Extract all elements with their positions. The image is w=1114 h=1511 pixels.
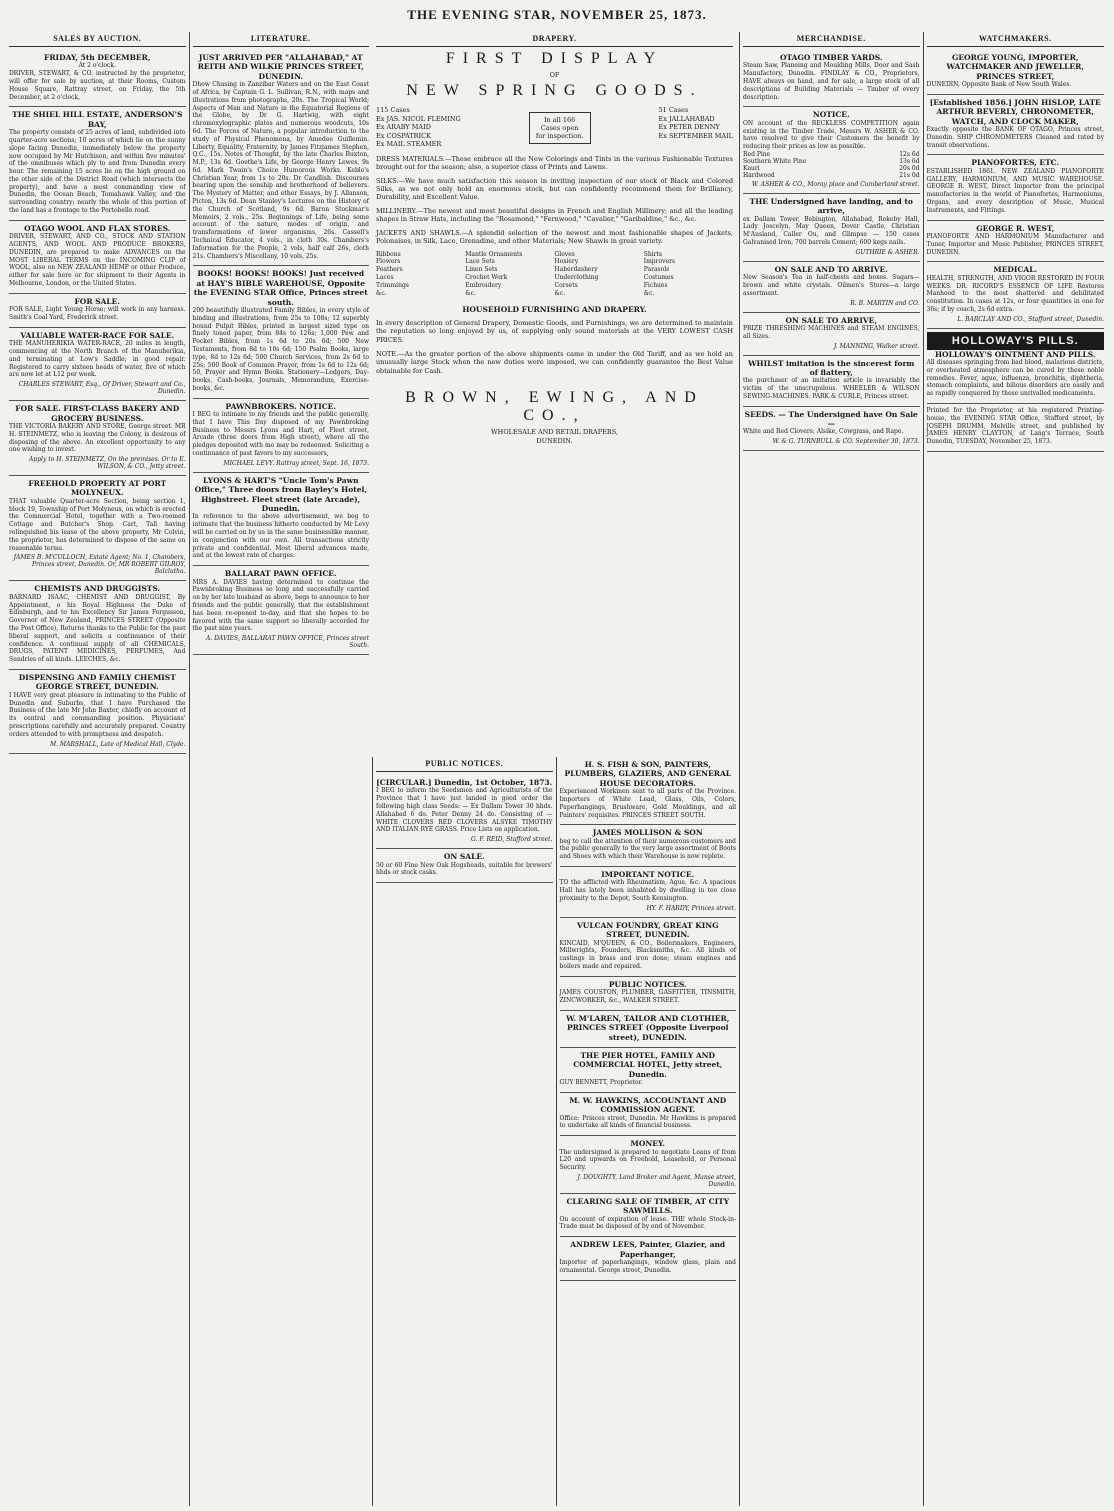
- ad-body: 50 or 60 Fine New Oak Hogsheads, suitable for brewers' hhds or stock casks.: [376, 861, 553, 877]
- ad-signature: L. BARCLAY AND CO., Stafford street, Dunedin.: [957, 315, 1104, 323]
- column-literature: [190, 32, 374, 1506]
- goods-item: Laces: [376, 273, 394, 281]
- ad-title: THE Undersigned have landing, and to arrive,: [749, 196, 913, 216]
- ad-body: New Season's Tea in half-chests and boxes. Sugars—brown and white crystals. Oilmen's Stores—a large assortment.: [743, 274, 920, 297]
- ad-body: In reference to the above advertisement, we beg to intimate that the business hitherto conducted by Mr Levy will be carried on by us in the same businesslike manner, in conjunction with our own. All transactions strictly private and confidential. Most liberal advances made, and at the lowest rate of charges.: [192, 513, 369, 560]
- ad-title: FOR SALE. FIRST-CLASS BAKERY AND GROCERY BUSINESS.: [15, 404, 180, 423]
- ad-body: On account of expiration of lease. THE whole Stock-in-Trade must be disposed of by end of November.: [559, 1215, 736, 1231]
- shipment-line: Ex ARABY MAID: [376, 123, 431, 132]
- ad-title: [CIRCULAR.] Dunedin, 1st October, 1873.: [376, 778, 553, 787]
- advertisement: [560, 1194, 737, 1237]
- ad-title: LYONS & HART'S "Uncle Tom's Pawn Office," Three doors from Bayley's Hotel, Highstreet. Fleet street (late Arcade), Dunedin.: [194, 475, 367, 513]
- ad-title: VALUABLE WATER-RACE FOR SALE.: [20, 330, 175, 340]
- goods-item: Costumes: [643, 273, 674, 281]
- advertisement: [560, 867, 737, 918]
- ad-body: TO the afflicted with Rheumatism, Ague, &c. A spacious Hall has lately been inhabited by dwelling in too close proximity to the Depot, South Kensington.: [559, 879, 736, 903]
- ad-title: CLEARING SALE OF TIMBER, AT CITY SAWMILLS.: [566, 1196, 730, 1216]
- goods-item: Mantle Ornaments: [465, 250, 523, 258]
- goods-item: Improvers: [643, 258, 676, 266]
- advertisement: [927, 95, 1105, 156]
- advertisement: [560, 1011, 737, 1048]
- shipment-line: 115 Cases: [376, 106, 410, 115]
- ad-title: H. S. FISH & SON, PAINTERS, PLUMBERS, GLAZIERS, AND GENERAL HOUSE DECORATORS.: [564, 760, 732, 788]
- ad-title: JAMES MOLLISON & SON: [592, 828, 703, 838]
- ad-title: MONEY.: [630, 1139, 665, 1149]
- household-text: In every description of General Drapery, Domestic Goods, and Furnishings, we are determined to maintain the reputation so long enjoyed by us, of supplying only sound materials at the VERY LOWEST CASH PRICES.: [376, 318, 733, 344]
- section-heading: MERCHANDISE.: [743, 32, 920, 47]
- firm-city: DUNEDIN.: [536, 436, 573, 445]
- ad-title: GEORGE YOUNG, IMPORTER, WATCHMAKER AND JEWELLER, PRINCES STREET,: [946, 53, 1084, 81]
- goods-item: Gloves: [554, 250, 575, 258]
- advertisement: [560, 1093, 737, 1136]
- ad-signature: GUTHRIE & ASHER.: [855, 248, 920, 256]
- advertisement: [927, 404, 1105, 452]
- ad-title: FOR SALE.: [74, 296, 121, 306]
- ad-signature: JAMES B. M'CULLOCH, Estate Agent; No. 1, Chambers, Princes street, Dunedin. Or, MR ROBERT GILROY, Balclutha.: [13, 554, 186, 576]
- advertisement: [9, 107, 186, 221]
- ad-body: Experienced Workmen sent to all parts of the Province. Importers of White Lead, Glass, Oils, Colors, Paperhangings, Brushware, Gold Mouldings, and all Painters' requisites. PRINCES STREET SOUTH.: [559, 788, 736, 819]
- advertisement: [560, 1237, 737, 1280]
- shipment-line: Ex SEPTEMBER MAIL: [658, 131, 733, 140]
- advertisement: [376, 775, 553, 849]
- goods-item: &c.: [554, 289, 566, 297]
- drapery-subtitle: NEW SPRING GOODS.: [406, 82, 703, 100]
- goods-item: Crochet Work: [465, 273, 508, 281]
- goods-item: &c.: [376, 289, 387, 297]
- ad-signature: Apply to H. STEINMETZ, On the premises. Or to E. WILSON, & CO., Jetty street.: [29, 456, 186, 471]
- ad-body: Steam Saw, Planeing and Moulding Mills, Door and Sash Manufactory, Dunedin. FINDLAY & CO., Proprietors, HAVE always on hand, and for sale, a large stock of all descriptions of Building Materials — Timber of every description.: [743, 62, 920, 101]
- ad-body: MRS A. DAVIES having determined to continue the Pawnbroking Business so long and successfully carried on by her late husband as above, begs to announce to her friends and the public generally, that the establishment has been re-opened to-day, and that she hopes to be favored with the same support so liberally accorded for the past nine years.: [192, 578, 369, 633]
- advertisement: [9, 50, 186, 107]
- ad-body: The property consists of 25 acres of land, subdivided into quarter-acre sections; 10 acres of which lie on the sunny slope facing Dunedin, immediately below the property now occupied by Mr Hutchison, and within five minutes' of the omnibuses which ply to and from Dunedin every hour. The remaining 15 acres lie on the high ground on the other side of the District Road (which intersects the property), and have a most commanding view of Dunedin, the Ocean Beach, Tomahawk Valley, and the surrounding country; nearly the whole of this portion of the land has a frontage to the Portobello road.: [9, 129, 186, 215]
- advertisement: [743, 50, 920, 107]
- goods-item: &c.: [643, 289, 655, 297]
- advertisement: [193, 566, 370, 655]
- advertisement: [193, 399, 370, 473]
- drapery-paragraph: SILKS.—We have much satisfaction this season in inviting inspection of our stock of Black and Colored Silks, as we not only hold an enormous stock, but can confidently recommend them for Brilliancy, Durability, and Excellent Value.: [376, 176, 733, 202]
- ad-body: THE VICTORIA BAKERY AND STORE, George street. MR H. STEINMETZ, who is leaving the Colony, is desirous of disposing of the above. An excellent opportunity to any one wishing to invest.: [9, 422, 186, 454]
- goods-item: Hosiery: [554, 258, 579, 266]
- ad-body: BARNARD ISAAC, CHEMIST AND DRUGGIST, By Appointment, o his Royal Highness the Duke of Edinburgh, and to his Excellency Sir James Fergusson, Governor of New Zealand, PRINCES STREET (Opposite the Post Office), Returns thanks to the Public for the past liberal support, and solicits a continuance of their confidence. A continual supply of all CHEMICALS, DRUGS, PATENT MEDICINES, PERFUMES, And Sundries of all kinds. LEECHES, &c.: [9, 593, 186, 664]
- ad-body: I BEG to inform the Seedsmen and Agriculturists of the Province that I have just landed in good order the following high class Seeds: — Ex Dallam Tower 30 hhds. Allahabad 6 do. Peter Denny 24 do. Consisting of — WHITE CLOVERS RED CLOVERS ALSYKE TIMOTHY AND ITALIAN RYE GRASS. Price Lists on application.: [376, 787, 553, 834]
- drapery-paragraph: JACKETS AND SHAWLS.—A splendid selection of the newest and most fashionable shapes of Jackets, Polonaises, in Silk, Lace, Grenadine, and other Materials; New Shawls in great variety.: [376, 228, 733, 246]
- price-item: Red Pine: [743, 150, 771, 158]
- ad-title: PAWNBROKERS. NOTICE.: [225, 401, 337, 411]
- ad-signature: G. F. REID, Stafford street.: [471, 836, 553, 844]
- ad-title: ON SALE AND TO ARRIVE.: [774, 264, 888, 274]
- advertisement: [743, 407, 920, 452]
- ad-title: DISPENSING AND FAMILY CHEMIST GEORGE STREET, DUNEDIN.: [18, 672, 176, 692]
- goods-item: Trimmings: [376, 281, 409, 289]
- section-heading: SALES BY AUCTION.: [9, 32, 186, 47]
- ad-body: KINCAID, M'QUEEN, & CO., Boilermakers, Engineers, Millwrights, Founders, Blacksmiths, &c. All kinds of castings in brass and iron done; steam engines and boilers made and repaired.: [559, 939, 736, 970]
- price-value: 12s 6d: [899, 150, 920, 158]
- advertisement: [560, 977, 737, 1011]
- ad-body: GUY BENNETT, Proprietor.: [559, 1079, 643, 1086]
- ad-body: I BEG to intimate to my friends and the public generally, that I have This Day disposed of my Pawnbroking Business to Messrs Lyons and Hart, of Fleet street, Arcade (three doors from High street), where all the pledges deposited with me may be redeemed. Soliciting a continuance of past favors to my successors,: [192, 411, 369, 458]
- shipment-line: Ex MAIL STEAMER: [376, 140, 442, 149]
- ad-signature: J. DOUGHTY, Land Broker and Agent, Manse street, Dunedin.: [577, 1173, 736, 1188]
- advertisement: [9, 401, 186, 476]
- column-sales-by-auction: [6, 32, 190, 1506]
- ad-signature: M. MARSHALL, Late of Medical Hall, Clyde.: [50, 740, 186, 748]
- shipment-line: Ex JAS. NICOL FLEMING: [376, 114, 461, 123]
- shipments: [376, 106, 733, 148]
- ad-body: Exactly opposite the BANK OF OTAGO, Princes street, Dunedin. SHIP CHRONOMETERS Cleaned and rated by transit observations.: [926, 126, 1104, 149]
- price-row: [743, 172, 920, 179]
- column-merchandise: [740, 32, 924, 1506]
- inspection-box: In all 166 Cases open for inspection.: [529, 112, 591, 144]
- goods-item: Feathers: [376, 266, 403, 274]
- ad-body: DRIVER, STEWART, AND CO., STOCK AND STATION AGENTS, AND WOOL AND PRODUCE BROKERS, DUNEDIN, are prepared to make ADVANCES on the MOST LIBERAL TERMS on the INCOMING CLIP of WOOL, also on NEW ZEALAND HEMP or other Produce, either for sale here or for shipment to their Agents in Melbourne, London, or the United States.: [9, 233, 186, 288]
- goods-item: Flowers: [376, 258, 401, 266]
- advertisement: [9, 581, 186, 670]
- ad-title: ANDREW LEES, Painter, Glazier, and Paperhanger,: [570, 1240, 726, 1259]
- advertisement: [927, 50, 1105, 95]
- ad-title: BALLARAT PAWN OFFICE.: [224, 569, 337, 579]
- ad-title: [Established 1856.] JOHN HISLOP, LATE ARTHUR BEVERLY, CHRONOMETER, WATCH, AND CLOCK MAKER,: [929, 97, 1101, 126]
- ad-body: THAT valuable Quarter-acre Section, being section 1, block 19, Township of Port Molyneux, on which is erected the Commercial Hotel, together with a Two-roomed Cottage and Butcher's Shop. Cart, Tall having relinquished his lease of the above property, Mr Colvin, the proprietor, has determined to dispose of the same on reasonable terms.: [9, 497, 186, 552]
- ad-title: OTAGO TIMBER YARDS.: [779, 53, 883, 62]
- ad-body: I HAVE very great pleasure in intimating to the Public of Dunedin and Suburbs, that I have Purchased the Business of the late Mr John Baxter, chiefly on account of its central and commanding position. Physicians' prescriptions carefully and accurately prepared. Country orders attended to with promptness and despatch.: [9, 691, 186, 738]
- household-heading: HOUSEHOLD FURNISHING AND DRAPERY.: [462, 305, 647, 315]
- advertisement: [9, 476, 186, 581]
- goods-item: &c.: [465, 289, 476, 297]
- section-heading: DRAPERY.: [376, 32, 733, 47]
- ad-body: ESTABLISHED 1861. NEW ZEALAND PIANOFORTE GALLERY, HARMONIUM, AND MUSIC WAREHOUSE. GEORGE R. WEST, Direct Importer from the principal manufactories in the world of Pianofortes, Harmoniums, Organs, and every description of Music, Musical Instruments, and Fittings.: [926, 167, 1104, 214]
- goods-item: Linen Sets: [465, 266, 498, 274]
- ad-title: WHILST imitation is the sincerest form of flattery,: [748, 358, 915, 377]
- col3b-ads: [376, 775, 553, 883]
- section-heading: PUBLIC NOTICES.: [376, 757, 553, 772]
- shipments-right: [659, 106, 734, 148]
- shipment-line: Ex JALLAHABAD: [658, 114, 715, 123]
- ad-signature: A. DAVIES, BALLARAT PAWN OFFICE, Princes street South.: [205, 635, 369, 650]
- drapery-of: OF: [549, 71, 560, 79]
- ad-title: FRIDAY, 5th DECEMBER,: [44, 53, 151, 62]
- ad-title: JUST ARRIVED PER "ALLAHABAD," AT REITH AND WILKIE PRINCES STREET, DUNEDIN.: [197, 53, 364, 81]
- note-text: NOTE.—As the greater portion of the above shipments came in under the Old Tariff, and as we hold an unusually large Stock when the new duties were imposed, we can confidently guarantee the Best Value obtainable for Cash.: [376, 350, 733, 375]
- advertisement: [9, 294, 186, 328]
- goods-item: Corsets: [554, 281, 578, 289]
- shipment-line: Ex COSPATRICK: [376, 131, 431, 140]
- advertisement: [743, 262, 920, 313]
- shipment-line: Ex PETER DENNY: [658, 123, 720, 132]
- advertisement: [193, 50, 370, 266]
- ad-signature: MICHAEL LEVY. Rattray street, Sept. 16, 1873.: [223, 459, 369, 467]
- advertisement: [193, 266, 370, 398]
- advertisement: [9, 328, 186, 401]
- goods-item: Embroidery: [465, 281, 502, 289]
- column-watchmakers: [924, 32, 1108, 1506]
- ad-body: DUNEDIN, Opposite Bank of New South Wales.: [926, 81, 1072, 89]
- advertisement: [560, 825, 737, 867]
- ad-body: the purchaser of an imitation article is invariably the victim of the unscrupulous. WHEELER & WILSON SEWING-MACHINES. PARK & CURLE, Princes street.: [743, 377, 920, 400]
- goods-item: Fichues: [643, 281, 668, 289]
- ad-body: Printed for the Proprietor, at his registered Printing-house, the EVENING STAR Office, Stafford street, by JOSEPH DRUMM, Melville street, and published by JAMES HENRY CLAYTON, of Lang's Terrace, South Dunedin, TUESDAY, November 25, 1873.: [926, 407, 1104, 446]
- ad-signature: HY. F. HARDY, Princes street.: [646, 904, 736, 912]
- goods-item: Lace Sets: [465, 258, 495, 266]
- ad-signature: CHARLES STEWART, Esq., Of Driver, Stewart and Co., Dunedin.: [18, 381, 186, 396]
- ad-body: 200 beautifully illustrated Family Bibles, in every style of binding and illustrations, from 25s to 108s; 12 superbly bound Pulpit Bibles, printed in largest sized type on finely toned paper, from 84s to 126s; 1,000 Pew and Pocket Bibles, from 1s 6d to 20s 6d; 500 New Testaments, from 8d to 10s 6d; 150 Psalm Books, large type, 8d to 12s 6d; 500 Church Services, from 2s 6d to 25s; 500 Book of Common Prayer, from 1s 6d to 12s 6d; 50, Prayer and Hymn Books. Stationery—Ledgers, Day-books, Cash-books, Journals, Memorandum, Exercise-books, &c.: [192, 306, 369, 392]
- goods-item: Parasols: [643, 266, 670, 274]
- section-heading: WATCHMAKERS.: [927, 32, 1105, 47]
- ad-title: OTAGO WOOL AND FLAX STORES.: [24, 223, 171, 233]
- ad-body: THE MANUHERIKIA WATER-RACE, 20 miles in length, commencing at the North Branch of the Manuherikia, and terminating at Low's Saddle; in good repair. Registered to carry sixteen heads of water, five of which are now let at L12 per week.: [9, 340, 186, 379]
- ad-title: THE PIER HOTEL, FAMILY AND COMMERCIAL HOTEL, Jetty street, Dunedin.: [573, 1050, 723, 1079]
- firm-subtitle: WHOLESALE AND RETAIL DRAPERS,: [490, 428, 619, 437]
- ad-title: IMPORTANT NOTICE.: [601, 870, 695, 880]
- advertisement: [927, 329, 1105, 404]
- advertisement: [560, 757, 737, 825]
- ad-title: ON SALE.: [443, 852, 485, 862]
- ad-title: NOTICE.: [812, 110, 850, 120]
- advertisement: [376, 849, 553, 883]
- ad-title: W. M'LAREN, TAILOR AND CLOTHIER, PRINCES STREET (Opposite Liverpool street), DUNEDIN.: [566, 1013, 730, 1042]
- advertisement: [560, 918, 737, 977]
- col5-ads: [743, 50, 920, 451]
- advertisement: [743, 107, 920, 194]
- section-heading: LITERATURE.: [193, 32, 370, 47]
- advertisement: [9, 221, 186, 294]
- ad-body: Office: Princes street, Dunedin. Mr Hawkins is prepared to undertake all kinds of financial business.: [559, 1114, 736, 1130]
- ad-title: M. W. HAWKINS, ACCOUNTANT AND COMMISSION AGENT.: [569, 1095, 727, 1115]
- price-row: [743, 165, 920, 172]
- ad-body: FOR SALE, Light Young Horse; will work in any harness. Smith's Coal Yard, Frederick street.: [9, 306, 186, 321]
- advertisement: [927, 221, 1105, 263]
- ad-body: White and Red Clovers; Alsike, Cowgrass, and Rape.: [743, 428, 904, 436]
- goods-item: Underclothing: [554, 273, 599, 281]
- masthead-title: THE EVENING STAR, NOVEMBER 25, 1873.: [407, 7, 707, 22]
- shipments-left: [376, 106, 461, 148]
- masthead: [0, 0, 1114, 30]
- ad-title: PUBLIC NOTICES.: [608, 979, 687, 989]
- ad-title: VULCAN FOUNDRY, GREAT KING STREET, DUNEDIN.: [576, 920, 719, 940]
- ad-body: JAMES COUSTON, PLUMBER, GASFITTER, TINSMITH, ZINCWORKER, &c., WALKER STREET.: [559, 989, 736, 1004]
- ad-title: SEEDS. — The Undersigned have On Sale—: [744, 409, 918, 429]
- col2-ads: [193, 50, 370, 655]
- advertisement: [560, 1136, 737, 1194]
- ad-signature: J. MANNING, Walker street.: [833, 342, 920, 350]
- price-item: Southern White Pine: [743, 157, 807, 165]
- ad-body: PIANOFORTE AND HARMONIUM Manufacturer and Tuner, Importer and Music Publisher, PRINCES STREET, DUNEDIN.: [926, 232, 1104, 256]
- firm-name: BROWN, EWING, AND CO.,: [405, 389, 704, 425]
- ad-title: THE SHIEL HILL ESTATE, ANDERSON'S BAY,: [12, 110, 183, 129]
- advertisement: [927, 155, 1105, 220]
- ad-body: All diseases springing from bad blood, malarious districts, or overheated atmosphere can be cured by these noble remedies. Fever, ague, influenza, bronchitis, diphtheria, stomach complaints, and bilious disorders are easily and as rapidly conquered by these unrivalled medicaments.: [926, 359, 1105, 398]
- ad-title: FREEHOLD PROPERTY AT PORT MOLYNEUX.: [28, 479, 167, 498]
- goods-item: Shirts: [643, 250, 663, 258]
- price-value: 13s 6d: [899, 157, 920, 165]
- ad-body: ON account of the RECKLESS COMPETITION again existing in the Timber Trade, Messrs W. ASHER & CO. have resolved to give their Customers the benefit by reducing their prices as low as possible.: [743, 119, 920, 151]
- advertisement: [743, 356, 920, 407]
- ad-body: DRIVER, STEWART, & CO. instructed by the proprietor, will offer for sale by auction, at their Rooms, Custom House Square, Rattray street, on Friday, the 5th December, at 2 o'clock,: [9, 70, 186, 101]
- advertisement: [9, 670, 186, 754]
- price-item: Kauri: [743, 164, 760, 172]
- drapery-paragraph: DRESS MATERIALS.—These embrace all the New Colorings and Tints in the various Fashionable Textures brought out for the season; also, a superior class of Prints and Lawns.: [376, 154, 733, 172]
- advertisement: [927, 262, 1105, 328]
- ad-title: PIANOFORTES, ETC.: [971, 158, 1060, 168]
- drapery-paragraphs: [376, 155, 733, 246]
- col1-ads: [9, 50, 186, 754]
- goods-item: Haberdashery: [554, 266, 598, 274]
- col4-ads: [560, 757, 737, 1281]
- shipment-line: 51 Cases: [658, 106, 689, 115]
- ad-body: Importer of paperhangings, window glass, plain and ornamental. George street, Dunedin.: [559, 1259, 736, 1274]
- drapery-advertisement: [370, 32, 740, 757]
- advertisement: [743, 313, 920, 356]
- ad-title: HOLLOWAY'S OINTMENT AND PILLS.: [934, 349, 1096, 359]
- ad-body: PRIZE THRESHING MACHINES and STEAM ENGINES, all Sizes.: [743, 325, 920, 340]
- ad-body: The undersigned is prepared to negotiate Loans of from L20 and upwards on Freehold, Leasehold, or Personal Security.: [559, 1148, 736, 1172]
- ad-signature: W. ASHER & CO., Moray place and Cumberland street.: [751, 180, 920, 188]
- price-row: [743, 158, 920, 165]
- col6-ads: [927, 50, 1105, 452]
- ad-title: MEDICAL.: [993, 265, 1038, 275]
- ad-body: Dhow Chasing in Zanzibar Waters and on the East Coast of Africa, by Captain G. L. Sullivan, R.N., with maps and illustrations from photographs, 20s. The Tropical World; Aspects of Man and Nature in the Equatorial Regions of the Globe, by Dr G. Hartwig, with eight chromoxylographic plates and numerous woodcuts, 10s 6d. The Forces of Nature, a popular introduction to the study of Physical Phenomena, by Amedee Guillemin. Liberty, Equality, Fraternity, by James Fitzjames Stephen, Q.C., 15s. Notes of Thought, by the late Charles Buxton, M.P., 13s 6d. Goethe's Life, by George Henry Lewes, 9s 6d. Mark Twain's Choice Humorous Works. Keble's Christian Year, from 1s to 20s. Dr Candlish. Discourses bearing upon the sonship and brotherhood of believers. The Mystery of Matter, and other Essays, by J. Allanson, Picton, 13s 6d. Dean Stanley's Lectures on the History of the Church of Scotland, 9s 6d. Baron Stockmar's Memoirs, 2 vols., 25s. Beginnings of Life, being some account of the nature, modes of origin, and transformations of lower organisms, 26s. Cassell's Technical Educator, 4 vols., in cloth 30s. Chambers's Information for the People, 2 vols, half calf 26s, cloth 21s. Chambers's Miscellany, 10 vols, 25s.: [192, 81, 369, 260]
- ad-title: CHEMISTS AND DRUGGISTS.: [34, 584, 161, 594]
- price-value: 20s 0d: [899, 164, 920, 172]
- ad-signature: R. B. MARTIN and CO.: [850, 299, 920, 307]
- drapery-paragraph: MILLINERY.—The newest and most beautiful designs in French and English Millinery; and all the leading shapes in Straw Hats, including the "Rosamond," "Fernwood," "Cavalier," "Garibaldine," &c., &c.: [376, 206, 733, 224]
- price-value: 21s 0d: [899, 171, 920, 179]
- advertisement: [560, 1048, 737, 1093]
- price-row: [743, 151, 920, 158]
- advertisement: [743, 194, 920, 262]
- price-item: Hardwood: [743, 171, 775, 179]
- ad-title: BOOKS! BOOKS! BOOKS! Just received at HAY'S BIBLE WAREHOUSE, Opposite the EVENING STAR Office, Princes street south.: [193, 269, 368, 307]
- ad-banner: HOLLOWAY'S PILLS.: [927, 332, 1105, 350]
- ad-body: beg to call the attention of their numerous customers and the public generally to the very large assortment of Boots and Shoes with which their Warehouse is now replete.: [559, 837, 736, 861]
- ad-body: HEALTH, STRENGTH, AND VIGOR RESTORED IN FOUR WEEKS. DR. RICORD'S ESSENCE OF LIFE Restores Manhood to the most shattered and debilitated constitution. In cases at 12s, or four quantities in one for 36s; if by coach, 2s 6d extra.: [926, 274, 1104, 313]
- ad-title: GEORGE R. WEST,: [976, 223, 1055, 233]
- drapery-title: FIRST DISPLAY: [445, 50, 664, 67]
- advertisement: [193, 473, 370, 566]
- ad-title: ON SALE TO ARRIVE,: [785, 315, 877, 325]
- goods-grid: [376, 251, 733, 298]
- ad-body: ex Dallam Tower, Bebington, Allahabad, Rokeby Hall, Lady Joscelyn, May Queen, Dover Castle, Christian M'Ausland, Caller Ou, and Glimpse — 150 cases Galvanised Iron; 700 barrels Cement; 600 kegs nails.: [743, 215, 920, 247]
- goods-item: Ribbons: [376, 250, 401, 258]
- ad-subtitle: At 2 o'clock.: [78, 62, 116, 70]
- ad-signature: W. & G. TURNBULL & CO. September 30, 1873.: [772, 438, 920, 446]
